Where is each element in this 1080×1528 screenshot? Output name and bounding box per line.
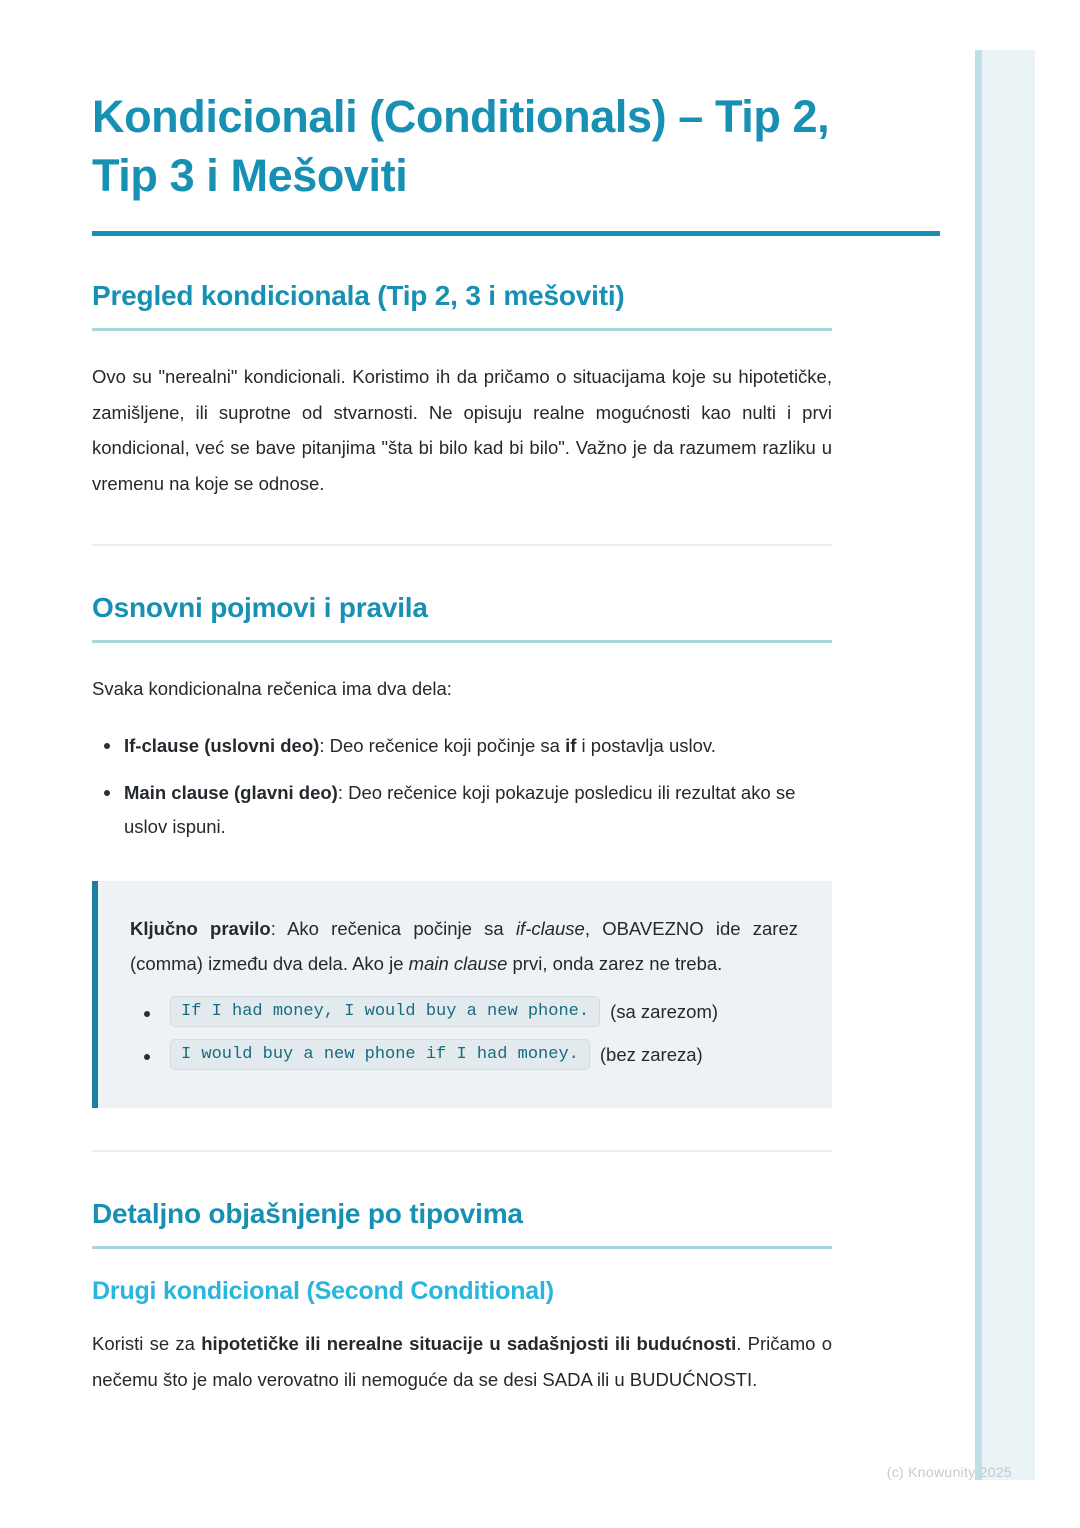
callout-label: Ključno pravilo [130,917,271,939]
list-item [92,729,832,763]
term-label: If-clause (uslovni deo) [124,734,320,756]
title-divider [92,231,940,236]
overview-paragraph: Ovo su "nerealni" kondicionali. Koristimo ih da pričamo o situacijama koje su hipotetičke, zamišljene, ili suprotne od stvarnosti. Ne opisuju realne mogućnosti kao nulti i prvi kondicional, već se bave pitanjima "šta bi bilo kad bi bilo". Važno je da razumem razliku u vremenu na koje se odnose. [92,366,832,495]
callout-separator: : [270,917,288,939]
subsection-heading-second-conditional: Drugi kondicional (Second Conditional) [92,1277,554,1306]
code-snippet: If I had money, I would buy a new phone. [170,996,600,1027]
basics-intro: Svaka kondicionalna rečenica ima dva dela: [92,677,452,699]
heading-underline [92,328,832,331]
list-item [130,1039,798,1070]
details-bold-phrase: hipotetičke ili nerealne situacije u sadašnjosti ili budućnosti [201,1333,737,1355]
details-text-before: Koristi se za [92,1333,202,1355]
callout-italic-main-clause: main clause [408,953,508,975]
list-item [130,996,798,1027]
next-page-edge-stripe [975,50,982,1480]
term-text-before: Deo rečenice koji počinje sa [329,734,566,756]
example-note: (sa zarezom) [610,1000,719,1022]
heading-underline [92,640,832,643]
key-rule-callout [92,881,832,1108]
term-separator: : [337,781,349,803]
callout-part1: Ako rečenica počinje sa [287,917,516,939]
definitions-list [92,729,832,845]
section-heading-details: Detaljno objašnjenje po tipovima [92,1198,523,1230]
next-page-edge-band [975,50,1035,1480]
term-text-before: Deo rečenice koji pokazuje posledicu ili rezultat ako se uslov ispuni. [124,781,796,838]
callout-italic-if-clause: if-clause [515,917,585,939]
section-heading-basics: Osnovni pojmovi i pravila [92,591,428,623]
page-title: Kondicionali (Conditionals) – Tip 2, Tip 3 i Mešoviti [92,91,830,201]
term-label: Main clause (glavni deo) [124,781,338,803]
term-emphasis: if [565,734,577,756]
section-divider [92,1150,832,1152]
list-item [92,776,832,845]
callout-part3: prvi, onda zarez ne treba. [507,953,723,975]
callout-text [130,911,798,982]
example-list [130,996,798,1070]
section-divider [92,544,832,546]
section-heading-overview: Pregled kondicionala (Tip 2, 3 i mešoviti) [92,280,625,311]
code-snippet: I would buy a new phone if I had money. [170,1039,590,1070]
callout-part2: , OBAVEZNO ide zarez (comma) između dva dela. Ako je [130,917,798,975]
example-note: (bez zareza) [599,1043,703,1065]
watermark: (c) Knowunity 2025 [886,1464,1012,1480]
details-paragraph [92,1326,832,1397]
term-separator: : [319,734,330,756]
heading-underline [92,1246,832,1249]
details-text-after: . Pričamo o nečemu što je malo verovatno ili nemoguće da se desi SADA ili u BUDUĆNOSTI. [92,1333,832,1390]
term-text-after: i postavlja uslov. [576,734,716,756]
